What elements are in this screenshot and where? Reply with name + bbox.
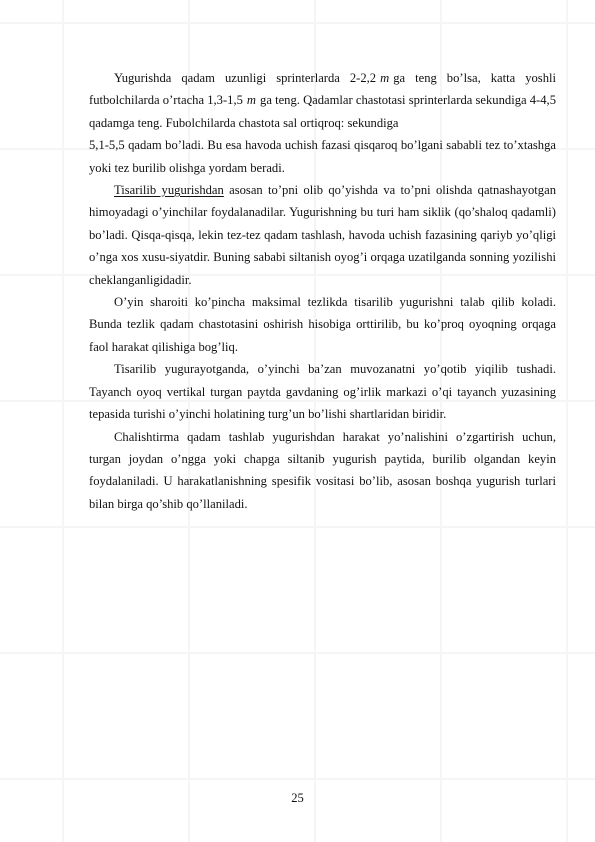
paragraph-1 [89,67,556,134]
paragraph-3-text: asosan to’pni olib qo’yishda va to’pni olishda qatnashayotgan himoyadagi o’yinchilar foydalanadilar. Yugurishning bu turi ham siklik (qo’shaloq qadamli) bo’ladi. Qisqa-qisqa, lekin tez-tez qadam tashlash, havoda uchish fazasining qariyb yo’qligi o’nga xos xusu-siyatdir. Buning sababi siltanish oyog’i orqaga uzatilganda sonning yozilishi cheklanganligidadir. [89,183,556,287]
term-tisarilib-yugurishdan: Tisarilib yugurishdan [114,183,224,198]
unit-meter-1: m [380,71,390,85]
paragraph-6: Chalishtirma qadam tashlab yugurishdan harakat yo’nalishini o’zgartirish uchun, turgan joydan o’ngga yoki chapga siltanib yugurish paytida, burilib olgandan keyin foydalaniladi. U harakatlanishning spesifik vositasi bo’lib, asosan boshqa yugurish turlari bilan birga qo’shib qo’llaniladi. [89,429,556,511]
paragraph-4: O’yin sharoiti ko’pincha maksimal tezlikda tisarilib yugurishni talab qilib koladi. Bunda tezlik qadam chastotasini oshirish hisobiga orttirilib, bu ko’proq oyoqning orqaga faol harakat qilishiga bog’liq. [89,295,556,354]
paragraph-1-text-c: ga teng. Qadamlar chastotasi sprinterlarda sekundiga 4-4,5 qadamga teng. Fubolchilarda chastota sal ortiqroq: sekundiga [89,93,556,130]
paragraph-1-text-b: ga teng bo’lsa, katta yoshli futbolchilarda o’rtacha 1,3-1,5 [89,71,556,108]
paragraph-1-text-a: Yugurishda qadam uzunligi sprinterlarda 2-2,2 [114,71,377,85]
page-number: 25 [291,791,304,805]
document-body [89,67,556,515]
unit-meter-2: m [246,93,257,108]
paragraph-5: Tisarilib yugurayotganda, o’yinchi ba’zan muvozanatni yo’qotib yiqilib tushadi. Tayanch oyoq vertikal turgan paytda gavdaning og’irlik markazi o’qi tayanch yuzasining tepasida turishi o’yinchi holatining turg’un bo’lishi shartlaridan biridir. [89,362,556,422]
paragraph-3 [89,179,556,291]
paragraph-2: 5,1-5,5 qadam bo’ladi. Bu esa havoda uchish fazasi qisqaroq bo’lgani sababli tez to’xtashga yoki tez burilib olishga yordam beradi. [89,138,556,175]
